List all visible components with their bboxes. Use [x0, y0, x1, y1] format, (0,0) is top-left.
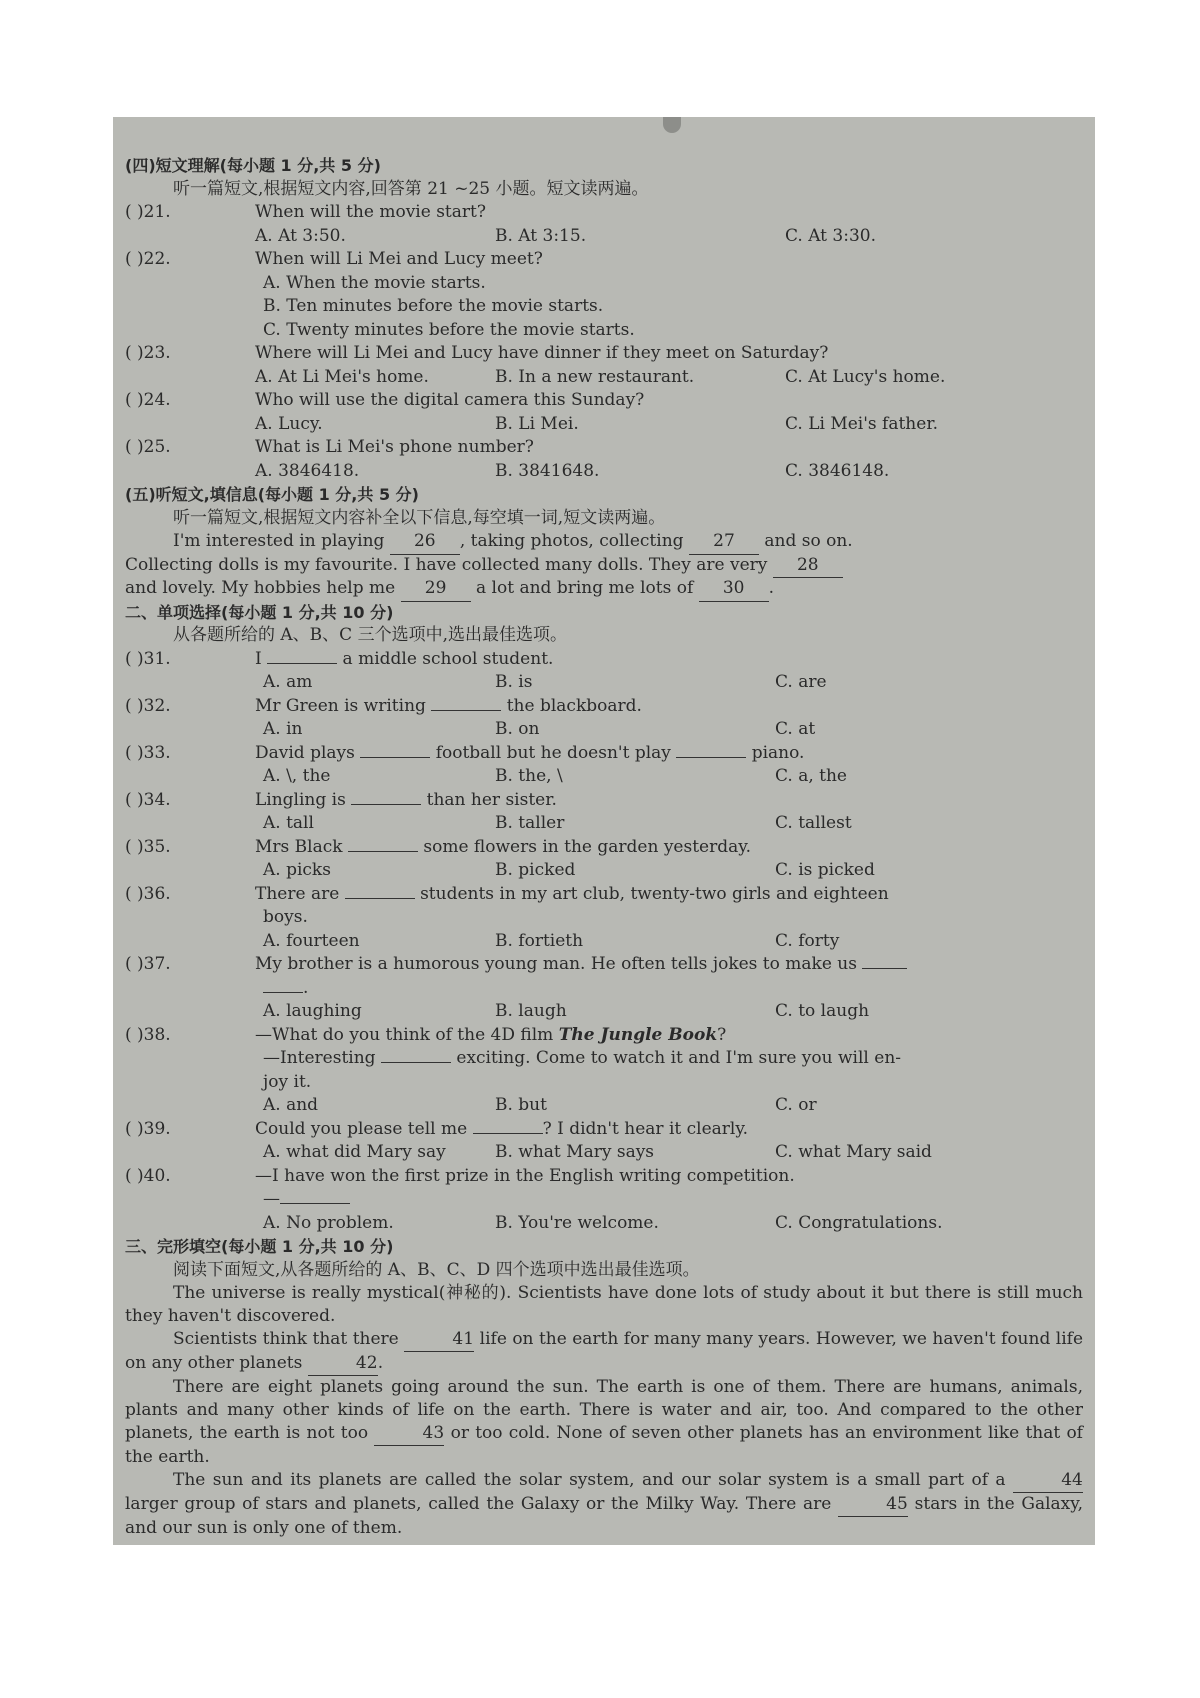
answer-paren[interactable]: ( )37. [125, 954, 171, 974]
answer-paren[interactable]: ( )23. [125, 343, 171, 363]
question-stem: Who will use the digital camera this Sunday? [255, 390, 645, 410]
question-23-options [125, 366, 1083, 390]
stem-text: My brother is a humorous young man. He often tells jokes to make us [255, 954, 857, 974]
exam-content [125, 154, 1083, 1540]
blank-26[interactable]: 26 [390, 530, 460, 555]
stem-text: —Interesting [263, 1048, 376, 1068]
text: Scientists think that there [173, 1329, 399, 1349]
section5-line3 [125, 577, 1083, 601]
option-c: C. 3846148. [785, 460, 890, 481]
stem-text: the blackboard. [506, 695, 642, 716]
option-b: B. 3841648. [495, 460, 600, 481]
film-title: The Jungle Book [558, 1024, 718, 1045]
question-22 [125, 248, 1083, 272]
stem-continuation [125, 1188, 1083, 1212]
blank-30[interactable]: 30 [699, 577, 769, 602]
option-a: A. in [263, 719, 303, 739]
option-c: C. At Lucy's home. [785, 366, 946, 387]
option-c: C. forty [775, 930, 840, 951]
option-a: A. am [263, 672, 313, 692]
stem-text: ? I didn't hear it clearly. [542, 1118, 749, 1139]
stem-text: . [303, 977, 309, 998]
cloze-paragraph-2 [125, 1328, 1083, 1376]
option-b: B. Li Mei. [495, 413, 579, 434]
stem-text: —I have won the first prize in the English writing competition. [255, 1165, 795, 1186]
question-31 [125, 648, 1083, 672]
option-a: A. \, the [263, 766, 331, 786]
cloze-paragraph-4 [125, 1469, 1083, 1540]
option-a: A. At Li Mei's home. [255, 366, 429, 387]
question-24-options [125, 413, 1083, 437]
option-b: B. the, \ [495, 766, 563, 786]
answer-paren[interactable]: ( )32. [125, 695, 171, 716]
stem-text: Mrs Black [255, 836, 343, 857]
blank-43[interactable]: 43 [374, 1422, 444, 1446]
option-a: A. tall [263, 813, 314, 833]
question-37-options [125, 1000, 1083, 1024]
option-b: B. At 3:15. [495, 225, 587, 246]
option-c: C. At 3:30. [785, 225, 877, 246]
blank-28[interactable]: 28 [773, 554, 843, 579]
stem-text: piano. [751, 742, 805, 763]
question-21 [125, 201, 1083, 225]
question-33-options [125, 765, 1083, 789]
stem-text: than her sister. [426, 789, 557, 810]
option-b: B. what Mary says [495, 1142, 655, 1162]
stem-continuation [125, 977, 1083, 1001]
option-c: C. Li Mei's father. [785, 413, 938, 434]
option-b: B. fortieth [495, 930, 584, 951]
exam-page [113, 117, 1095, 1545]
option-b: B. laugh [495, 1001, 567, 1021]
option-a: A. At 3:50. [255, 225, 346, 246]
option-b: B. taller [495, 813, 565, 833]
option-b: B. Ten minutes before the movie starts. [263, 296, 604, 316]
question-36-options [125, 930, 1083, 954]
option-c: C. are [775, 672, 827, 692]
question-31-options [125, 671, 1083, 695]
question-32-options [125, 718, 1083, 742]
section5-heading: (五)听短文,填信息(每小题 1 分,共 5 分) [125, 485, 419, 504]
text: I'm interested in playing [173, 531, 385, 551]
section5-line2 [125, 554, 1083, 578]
blank-41[interactable]: 41 [404, 1328, 474, 1352]
page-fold [113, 117, 1095, 147]
blank[interactable] [473, 1133, 543, 1134]
fold-mark [663, 117, 681, 133]
question-39 [125, 1118, 1083, 1142]
option-a: A. No problem. [263, 1212, 394, 1233]
blank[interactable] [381, 1062, 451, 1063]
option-b: B. on [495, 719, 540, 739]
blank-27[interactable]: 27 [689, 530, 759, 555]
option-a: A. laughing [263, 1001, 362, 1021]
text: The sun and its planets are called the solar system, and our solar system is a small part of a [173, 1470, 1006, 1490]
stem-text: ? [717, 1024, 727, 1045]
question-stem: When will the movie start? [255, 202, 486, 222]
question-38-options [125, 1094, 1083, 1118]
stem-text: Mr Green is writing [255, 695, 426, 716]
answer-paren[interactable]: ( )36. [125, 883, 171, 904]
answer-paren[interactable]: ( )40. [125, 1165, 171, 1186]
blank[interactable] [360, 757, 430, 758]
stem-text: There are [255, 883, 340, 904]
question-39-options [125, 1141, 1083, 1165]
answer-paren[interactable]: ( )21. [125, 202, 171, 222]
stem-text: Lingling is [255, 789, 346, 810]
answer-paren[interactable]: ( )25. [125, 437, 171, 457]
option-c: C. a, the [775, 766, 847, 786]
text: a lot and bring me lots of [476, 578, 694, 598]
option-c: C. Twenty minutes before the movie starts. [263, 319, 635, 340]
question-40-options [125, 1212, 1083, 1236]
option-c: C. what Mary said [775, 1142, 932, 1162]
question-37 [125, 953, 1083, 977]
option-a: A. and [263, 1095, 319, 1115]
option-c: C. tallest [775, 813, 852, 833]
option-b: B. is [495, 672, 533, 692]
option-b: B. In a new restaurant. [495, 366, 695, 387]
question-stem: Where will Li Mei and Lucy have dinner if they meet on Saturday? [255, 343, 829, 363]
option-c: C. or [775, 1095, 817, 1115]
text: larger group of stars and planets, called the Galaxy or the Milky Way. There are [125, 1494, 832, 1514]
option-a: A. 3846418. [255, 460, 360, 481]
question-stem: When will Li Mei and Lucy meet? [255, 249, 543, 269]
blank[interactable] [280, 1203, 350, 1204]
text: stars in the Galaxy, and our sun is only one of them. [125, 1494, 1084, 1538]
question-34-options [125, 812, 1083, 836]
answer-paren[interactable]: ( )33. [125, 742, 171, 763]
option-c: C. is picked [775, 860, 875, 880]
answer-paren[interactable]: ( )22. [125, 249, 171, 269]
answer-paren[interactable]: ( )24. [125, 390, 171, 410]
stem-continuation: joy it. [263, 1071, 312, 1092]
stem-text: Could you please tell me [255, 1118, 468, 1139]
stem-continuation [125, 1047, 1083, 1071]
stem-text: I [255, 648, 262, 669]
text: , taking photos, collecting [459, 531, 684, 551]
part2-heading: 二、单项选择(每小题 1 分,共 10 分) [125, 602, 394, 622]
blank[interactable] [431, 710, 501, 711]
stem-text: football but he doesn't play [435, 742, 671, 763]
option-c: C. Congratulations. [775, 1212, 943, 1233]
part2-instruction: 从各题所给的 A、B、C 三个选项中,选出最佳选项。 [173, 625, 567, 645]
answer-paren[interactable]: ( )34. [125, 789, 171, 810]
blank-29[interactable]: 29 [401, 577, 471, 602]
option-a: A. picks [263, 860, 331, 880]
stem-continuation: boys. [263, 907, 308, 927]
section5-line1 [125, 530, 1083, 554]
option-a: A. what did Mary say [263, 1142, 446, 1162]
option-b: B. but [495, 1095, 547, 1115]
answer-paren[interactable]: ( )38. [125, 1024, 171, 1045]
blank[interactable] [348, 851, 418, 852]
blank[interactable] [351, 804, 421, 805]
text: There are eight planets going around the sun. The earth is one of them. There are humans, animals, plants and many other kinds of life on the earth. There is water and air, too. And compared to the other planets, the earth is not too [125, 1377, 1083, 1443]
question-25 [125, 436, 1083, 460]
text: or too cold. None of seven other planets has an environment like that of the earth. [125, 1423, 1083, 1467]
blank[interactable] [267, 663, 337, 664]
stem-text: students in my art club, twenty-two girls and eighteen [420, 883, 889, 904]
section4-instruction: 听一篇短文,根据短文内容,回答第 21 ~25 小题。短文读两遍。 [173, 178, 649, 199]
option-b: B. You're welcome. [495, 1212, 659, 1233]
answer-paren[interactable]: ( )35. [125, 836, 171, 857]
option-a: A. When the movie starts. [263, 272, 486, 293]
stem-text: exciting. Come to watch it and I'm sure you will en- [456, 1048, 902, 1068]
section4-heading: (四)短文理解(每小题 1 分,共 5 分) [125, 156, 381, 175]
answer-paren[interactable]: ( )39. [125, 1118, 171, 1139]
stem-text: some flowers in the garden yesterday. [423, 836, 752, 857]
text: and so on. [764, 531, 853, 551]
cloze-paragraph-1: The universe is really mystical(神秘的). Scientists have done lots of study about it but there is still much they haven't discovered. [125, 1283, 1083, 1326]
part3-instruction: 阅读下面短文,从各题所给的 A、B、C、D 四个选项中选出最佳选项。 [173, 1259, 700, 1280]
blank[interactable] [345, 898, 415, 899]
stem-text: —What do you think of the 4D film [255, 1024, 554, 1045]
question-35-options [125, 859, 1083, 883]
part3-heading: 三、完形填空(每小题 1 分,共 10 分) [125, 1237, 394, 1256]
text: . [768, 578, 775, 598]
question-34 [125, 789, 1083, 813]
stem-text: — [263, 1189, 280, 1209]
option-a: A. fourteen [263, 930, 360, 951]
text: Collecting dolls is my favourite. I have collected many dolls. They are very [125, 554, 768, 575]
blank-44[interactable]: 44 [1013, 1469, 1083, 1493]
text: life on the earth for many many years. However, we haven't found life on any other planets [125, 1329, 1084, 1373]
stem-text: David plays [255, 742, 355, 763]
question-25-options [125, 460, 1083, 484]
option-c: C. to laugh [775, 1001, 870, 1021]
blank-42[interactable]: 42 [308, 1352, 378, 1376]
answer-paren[interactable]: ( )31. [125, 648, 171, 669]
question-35 [125, 836, 1083, 860]
blank[interactable] [862, 968, 907, 969]
question-24 [125, 389, 1083, 413]
stem-text: a middle school student. [342, 648, 554, 669]
blank[interactable] [263, 992, 303, 993]
question-32 [125, 695, 1083, 719]
question-36 [125, 883, 1083, 907]
question-stem: What is Li Mei's phone number? [255, 437, 534, 457]
question-23 [125, 342, 1083, 366]
blank-45[interactable]: 45 [838, 1493, 908, 1517]
question-21-options [125, 225, 1083, 249]
text: . [377, 1353, 384, 1373]
question-40 [125, 1165, 1083, 1189]
text: and lovely. My hobbies help me [125, 578, 396, 598]
question-38 [125, 1024, 1083, 1048]
option-c: C. at [775, 719, 816, 739]
option-b: B. picked [495, 860, 576, 880]
blank[interactable] [676, 757, 746, 758]
section5-instruction: 听一篇短文,根据短文内容补全以下信息,每空填一词,短文读两遍。 [173, 507, 666, 528]
option-a: A. Lucy. [255, 413, 323, 434]
cloze-paragraph-3 [125, 1376, 1083, 1469]
question-33 [125, 742, 1083, 766]
